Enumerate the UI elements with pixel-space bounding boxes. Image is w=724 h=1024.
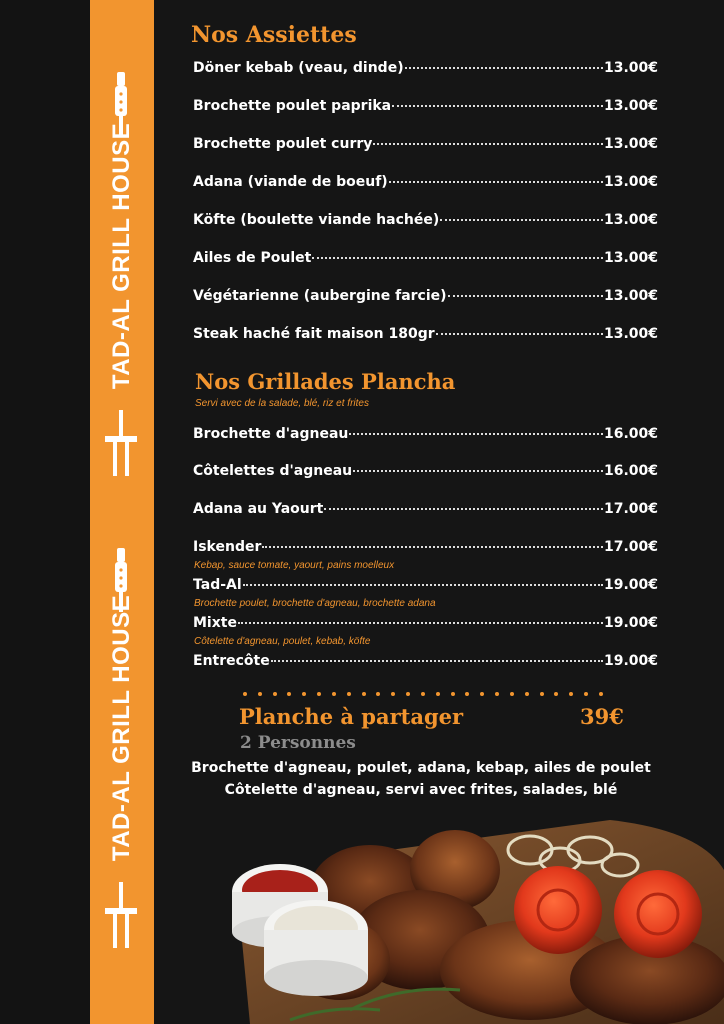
item-name: Brochette d'agneau (193, 426, 349, 442)
menu-item (193, 212, 658, 228)
section-title-assiettes: Nos Assiettes (191, 22, 357, 48)
fork-icon (95, 410, 147, 480)
planche-description-line: Brochette d'agneau, poulet, adana, kebap, ailes de poulet (191, 760, 651, 776)
grill-platter-image (230, 810, 724, 1024)
menu-item (193, 426, 658, 442)
item-price: 16.00€ (603, 463, 658, 479)
item-name: Côtelettes d'agneau (193, 463, 353, 479)
item-price: 19.00€ (603, 577, 658, 593)
menu-item (193, 174, 658, 190)
menu-item (193, 539, 658, 555)
item-name: Döner kebab (veau, dinde) (193, 60, 404, 76)
item-name: Brochette poulet curry (193, 136, 373, 152)
fork-icon (95, 882, 147, 952)
section-title-grillades: Nos Grillades Plancha (195, 369, 456, 394)
item-price: 19.00€ (603, 615, 658, 631)
menu-item (193, 501, 658, 517)
item-price: 13.00€ (603, 212, 658, 228)
menu-item (193, 250, 658, 266)
menu-item (193, 463, 658, 479)
item-price: 13.00€ (603, 98, 658, 114)
item-name: Steak haché fait maison 180gr (193, 326, 435, 342)
item-name: Iskender (193, 539, 262, 555)
band-brand-text: TAD-AL GRILL HOUSE (108, 594, 135, 862)
item-price: 13.00€ (603, 288, 658, 304)
item-description: Côtelette d'agneau, poulet, kebab, köfte (194, 636, 371, 647)
menu-item (193, 60, 658, 76)
item-price: 13.00€ (603, 136, 658, 152)
planche-price: 39€ (580, 704, 624, 729)
item-description: Kebap, sauce tomate, yaourt, pains moelleux (194, 560, 395, 571)
item-price: 16.00€ (603, 426, 658, 442)
item-name: Ailes de Poulet (193, 250, 312, 266)
menu-item (193, 136, 658, 152)
item-name: Tad-Al (193, 577, 242, 593)
menu-item (193, 615, 658, 631)
item-price: 17.00€ (603, 501, 658, 517)
band-brand-text: TAD-AL GRILL HOUSE (108, 122, 135, 390)
item-name: Mixte (193, 615, 237, 631)
menu-item (193, 326, 658, 342)
menu-item (193, 577, 658, 593)
item-name: Brochette poulet paprika (193, 98, 392, 114)
item-price: 13.00€ (603, 60, 658, 76)
item-price: 13.00€ (603, 250, 658, 266)
item-name: Köfte (boulette viande hachée) (193, 212, 440, 228)
item-price: 19.00€ (603, 653, 658, 669)
planche-description-line: Côtelette d'agneau, servi avec frites, salades, blé (224, 782, 618, 798)
section-subtitle: Servi avec de la salade, blé, riz et frites (195, 398, 369, 409)
decorative-dot-row (243, 692, 603, 696)
planche-persons: 2 Personnes (240, 733, 356, 753)
menu-item (193, 653, 658, 669)
planche-title: Planche à partager (239, 704, 464, 729)
item-price: 17.00€ (603, 539, 658, 555)
item-name: Adana au Yaourt (193, 501, 324, 517)
left-margin (0, 0, 90, 1024)
menu-item (193, 288, 658, 304)
item-price: 13.00€ (603, 174, 658, 190)
item-name: Entrecôte (193, 653, 270, 669)
menu-item (193, 98, 658, 114)
item-description: Brochette poulet, brochette d'agneau, brochette adana (194, 598, 436, 609)
item-name: Végétarienne (aubergine farcie) (193, 288, 447, 304)
item-name: Adana (viande de boeuf) (193, 174, 388, 190)
item-price: 13.00€ (603, 326, 658, 342)
